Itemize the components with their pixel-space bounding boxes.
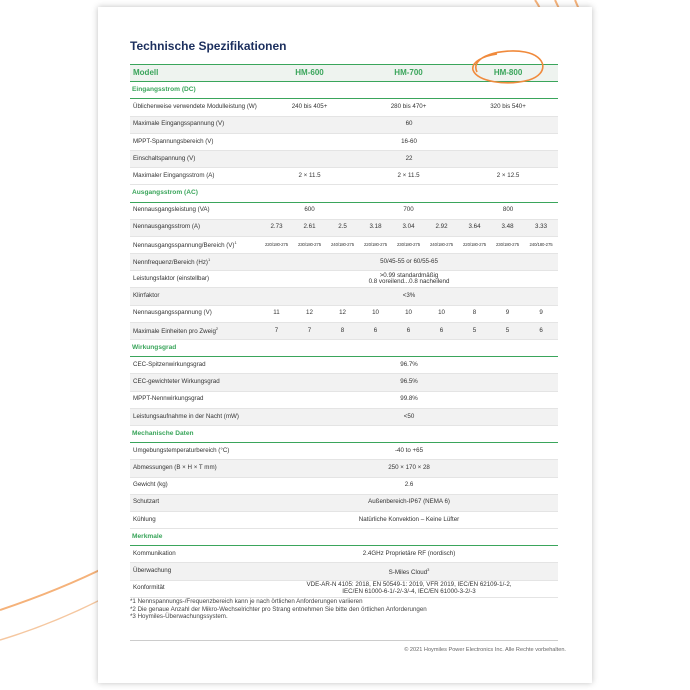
value-text: 6: [373, 326, 378, 334]
value-cell: [458, 322, 491, 339]
value-cell: [260, 357, 558, 374]
row-label-text: MPPT-Nennwirkungsgrad: [133, 395, 204, 403]
table-row: [130, 133, 558, 150]
value-text: >0.99 standardmäßig 0.8 voreilend...0.8 nacheilend: [368, 271, 450, 286]
value-text: 240/180-275: [430, 241, 454, 247]
value-cell: [260, 305, 293, 322]
value-text: 5: [472, 326, 477, 334]
row-label: [130, 357, 260, 374]
table-row: [130, 546, 558, 563]
value-text: 600: [304, 206, 315, 214]
value-cell: [359, 99, 458, 116]
footer-divider: [130, 640, 558, 641]
value-text: 5: [505, 326, 510, 334]
footnote-3: *3 Hoymiles-Überwachungssystem.: [130, 613, 228, 621]
value-cell: [260, 460, 558, 477]
value-cell: [260, 408, 558, 425]
table-header-row: [130, 65, 558, 82]
row-label: [130, 271, 260, 288]
section-header: [130, 340, 558, 357]
value-cell: [260, 99, 359, 116]
orange-curve-left: [0, 565, 110, 610]
value-cell: [260, 271, 558, 288]
row-label: [130, 236, 260, 253]
value-text: 700: [403, 206, 414, 214]
value-cell: [458, 202, 558, 219]
value-cell: [260, 494, 558, 511]
row-label: [130, 116, 260, 133]
document-page: [98, 7, 592, 683]
section-title: Merkmale: [130, 529, 558, 546]
row-label: [130, 374, 260, 391]
row-label: [130, 254, 260, 271]
value-text: <50: [403, 412, 415, 420]
row-label-text: Maximale Eingangsspannung (V): [133, 120, 225, 128]
row-label-text: Maximaler Eingangsstrom (A): [133, 171, 215, 179]
row-label-text: Nennfrequenz/Bereich (Hz): [133, 259, 208, 267]
value-text: Außenbereich-IP67 (NEMA 6): [368, 498, 450, 506]
value-text: <3%: [402, 292, 416, 300]
table-row: [130, 477, 558, 494]
value-text: VDE-AR-N 4105: 2018, EN 50549-1: 2019, VFR 2019, IEC/EN 62109-1/-2, IEC/EN 61000-6-1/-2/-3/-4, IEC/EN 61000-3-2/-3: [306, 581, 512, 595]
table-row: [130, 116, 558, 133]
value-cell: [260, 150, 558, 167]
value-text: 250 × 170 × 28: [388, 464, 430, 472]
row-label-text: Gewicht (kg): [133, 481, 168, 489]
row-label: [130, 305, 260, 322]
value-text: 12: [339, 309, 346, 317]
value-cell: [260, 236, 293, 253]
value-cell: [293, 305, 326, 322]
row-label-text: Kommunikation: [133, 550, 176, 558]
value-cell: [326, 219, 359, 236]
row-label-text: Üblicherweise verwendete Modulleistung (W): [133, 103, 257, 111]
value-cell: [260, 374, 558, 391]
section-header: [130, 425, 558, 442]
section-title: Wirkungsgrad: [130, 340, 558, 357]
value-text: 2 × 12.5: [496, 171, 520, 179]
value-text: 6: [406, 326, 411, 334]
row-label-text: CEC-Spitzenwirkungsgrad: [133, 360, 206, 368]
header-model-1: HM-600: [260, 65, 359, 82]
value-cell: [491, 322, 524, 339]
value-cell: [491, 219, 524, 236]
value-cell: [458, 219, 491, 236]
value-text: 9: [505, 309, 510, 317]
value-text: 240 bis 405+: [291, 103, 328, 111]
row-label-text: Schutzart: [133, 498, 160, 506]
row-label: [130, 546, 260, 563]
value-cell: [260, 133, 558, 150]
value-text: S-Miles Cloud: [388, 568, 428, 576]
value-text: 2.4GHz Proprietäre RF (nordisch): [362, 550, 456, 558]
section-title: Eingangsstrom (DC): [130, 82, 558, 99]
value-text: 12: [306, 309, 313, 317]
table-row: [130, 580, 558, 597]
value-cell: [326, 322, 359, 339]
row-label: [130, 477, 260, 494]
value-cell: [458, 168, 558, 185]
value-cell: [260, 219, 293, 236]
row-label: [130, 288, 260, 305]
row-label: [130, 133, 260, 150]
value-cell: [293, 236, 326, 253]
row-label: [130, 99, 260, 116]
value-cell: [260, 254, 558, 271]
row-label-text: Nennausgangsspannung (V): [133, 309, 212, 317]
value-cell: [260, 546, 558, 563]
row-label-text: Klirrfaktor: [133, 292, 160, 300]
table-row: [130, 322, 558, 339]
value-text: 16-60: [401, 137, 417, 145]
value-text: 2.73: [270, 223, 283, 231]
value-cell: [260, 322, 293, 339]
value-text: 2.5: [338, 223, 347, 231]
row-label: [130, 443, 260, 460]
row-label-text: Konformität: [133, 584, 165, 592]
row-label-text: Überwachung: [133, 567, 172, 575]
row-label-text: Nennausgangsstrom (A): [133, 223, 201, 231]
value-text: 230/180-275: [396, 241, 421, 247]
row-label-text: Einschaltspannung (V): [133, 154, 196, 162]
footnotes: [130, 598, 427, 621]
value-text: 240/180-275: [529, 241, 553, 247]
row-label-text: Maximale Einheiten pro Zweig: [133, 328, 216, 336]
section-header: [130, 82, 558, 99]
spec-table: [130, 64, 558, 598]
page-title: Technische Spezifikationen: [130, 39, 287, 53]
row-label-text: Kühlung: [133, 515, 156, 523]
value-cell: [425, 236, 458, 253]
value-text: 6: [439, 326, 444, 334]
table-row: [130, 99, 558, 116]
table-row: [130, 305, 558, 322]
value-cell: [260, 580, 558, 597]
footnote-ref: 1: [207, 257, 211, 263]
copyright: © 2021 Hoymiles Power Electronics Inc. Alle Rechte vorbehalten.: [404, 647, 566, 653]
section-header: [130, 529, 558, 546]
value-cell: [260, 477, 558, 494]
row-label: [130, 563, 260, 580]
value-cell: [293, 322, 326, 339]
value-text: 3.48: [501, 223, 514, 231]
value-text: 220/180-275: [463, 241, 487, 247]
value-text: 99.8%: [400, 395, 418, 403]
table-row: [130, 408, 558, 425]
value-text: 3.64: [468, 223, 481, 231]
table-row: [130, 460, 558, 477]
table-row: [130, 374, 558, 391]
value-text: 50/45-55 or 60/55-65: [380, 257, 438, 265]
table-row: [130, 511, 558, 528]
value-cell: [524, 236, 558, 253]
table-row: [130, 288, 558, 305]
value-cell: [458, 99, 558, 116]
value-cell: [392, 322, 425, 339]
value-text: 11: [273, 309, 280, 317]
value-text: 7: [274, 326, 279, 334]
row-label: [130, 322, 260, 339]
value-cell: [260, 443, 558, 460]
row-label-text: CEC-gewichteter Wirkungsgrad: [133, 378, 220, 386]
value-cell: [425, 305, 458, 322]
header-model-2: HM-700: [359, 65, 458, 82]
value-text: 220/180-275: [363, 241, 388, 247]
footnote-ref: 1: [234, 240, 237, 246]
value-text: 220/180-275: [264, 241, 289, 247]
row-label: [130, 460, 260, 477]
footnote-1: *1 Nennspannungs-/Frequenzbereich kann je nach örtlichen Anforderungen variieren: [130, 598, 363, 605]
value-cell: [359, 322, 392, 339]
value-text: 800: [502, 206, 514, 214]
value-cell: [458, 305, 491, 322]
value-cell: [392, 219, 425, 236]
value-text: 3.33: [535, 223, 548, 231]
table-row: [130, 219, 558, 236]
value-cell: [359, 219, 392, 236]
table-row: [130, 150, 558, 167]
header-model-3: HM-800: [458, 65, 558, 82]
value-cell: [260, 288, 558, 305]
value-cell: [326, 305, 359, 322]
value-text: 96.7%: [400, 360, 418, 368]
row-label: [130, 511, 260, 528]
value-cell: [260, 168, 359, 185]
value-text: 320 bis 540+: [490, 103, 526, 111]
value-text: 2.92: [435, 223, 448, 231]
row-label: [130, 168, 260, 185]
value-text: 2.61: [303, 223, 316, 231]
value-text: 3.04: [402, 223, 415, 231]
row-label-text: Umgebungstemperaturbereich (°C): [133, 446, 230, 454]
value-text: 2.6: [404, 481, 414, 489]
table-row: [130, 254, 558, 271]
row-label: [130, 202, 260, 219]
value-cell: [326, 236, 359, 253]
value-text: 3.18: [369, 223, 382, 231]
value-cell: [392, 236, 425, 253]
value-cell: [359, 168, 458, 185]
value-text: 230/180-275: [297, 241, 322, 247]
row-label-text: Leistungsaufnahme in der Nacht (mW): [133, 412, 239, 420]
value-cell: [491, 236, 524, 253]
value-cell: [260, 391, 558, 408]
table-row: [130, 168, 558, 185]
row-label: [130, 494, 260, 511]
row-label: [130, 150, 260, 167]
value-cell: [425, 322, 458, 339]
value-text: 60: [405, 120, 413, 128]
value-cell: [524, 322, 558, 339]
row-label: [130, 408, 260, 425]
value-text: Natürliche Konvektion – Keine Lüfter: [358, 515, 460, 523]
value-cell: [425, 219, 458, 236]
table-row: [130, 357, 558, 374]
footnote-2: *2 Die genaue Anzahl der Mikro-Wechselrichter pro Strang entnehmen Sie bitte den örtlichen Anforderungen: [130, 605, 427, 613]
row-label-text: Abmessungen (B × H × T mm): [133, 464, 217, 472]
table-row: [130, 271, 558, 288]
value-cell: [524, 305, 558, 322]
value-text: 240/180-275: [330, 241, 355, 247]
value-cell: [359, 236, 392, 253]
value-cell: [458, 236, 491, 253]
value-cell: [260, 202, 359, 219]
header-modell: Modell: [130, 65, 260, 82]
footnote-ref: 2: [215, 326, 219, 332]
table-row: [130, 236, 558, 253]
value-text: 96.5%: [400, 378, 418, 386]
value-cell: [524, 219, 558, 236]
value-cell: [359, 202, 458, 219]
value-text: -40 to +65: [395, 446, 424, 454]
value-cell: [359, 305, 392, 322]
value-text: 10: [405, 309, 412, 317]
value-text: 280 bis 470+: [390, 103, 427, 111]
value-text: 9: [539, 309, 543, 317]
value-text: 10: [438, 309, 445, 317]
value-text: 10: [372, 309, 379, 317]
row-label: [130, 580, 260, 597]
table-row: [130, 563, 558, 580]
footnote-ref: 3: [427, 566, 430, 572]
row-label-text: Leistungsfaktor (einstellbar): [133, 275, 210, 283]
value-cell: [260, 563, 558, 580]
table-row: [130, 202, 558, 219]
value-cell: [293, 219, 326, 236]
value-cell: [392, 305, 425, 322]
orange-curve-left-2: [0, 600, 100, 640]
value-text: 6: [539, 326, 543, 334]
section-title: Ausgangsstrom (AC): [130, 185, 558, 202]
table-row: [130, 391, 558, 408]
value-text: 7: [307, 326, 312, 334]
value-text: 2 × 11.5: [397, 171, 420, 179]
row-label-text: Nennausgangsspannung/Bereich (V): [133, 242, 235, 250]
value-text: 8: [472, 309, 477, 317]
table-row: [130, 443, 558, 460]
value-text: 230/180-275: [496, 241, 520, 247]
row-label-text: MPPT-Spannungsbereich (V): [133, 137, 214, 145]
value-text: 2 × 11.5: [298, 171, 321, 179]
value-text: 8: [340, 326, 345, 334]
row-label: [130, 391, 260, 408]
section-header: [130, 185, 558, 202]
value-cell: [491, 305, 524, 322]
section-title: Mechanische Daten: [130, 425, 558, 442]
value-cell: [260, 116, 558, 133]
row-label-text: Nennausgangsleistung (VA): [133, 206, 210, 214]
value-cell: [260, 511, 558, 528]
row-label: [130, 219, 260, 236]
table-row: [130, 494, 558, 511]
value-text: 22: [405, 154, 413, 162]
